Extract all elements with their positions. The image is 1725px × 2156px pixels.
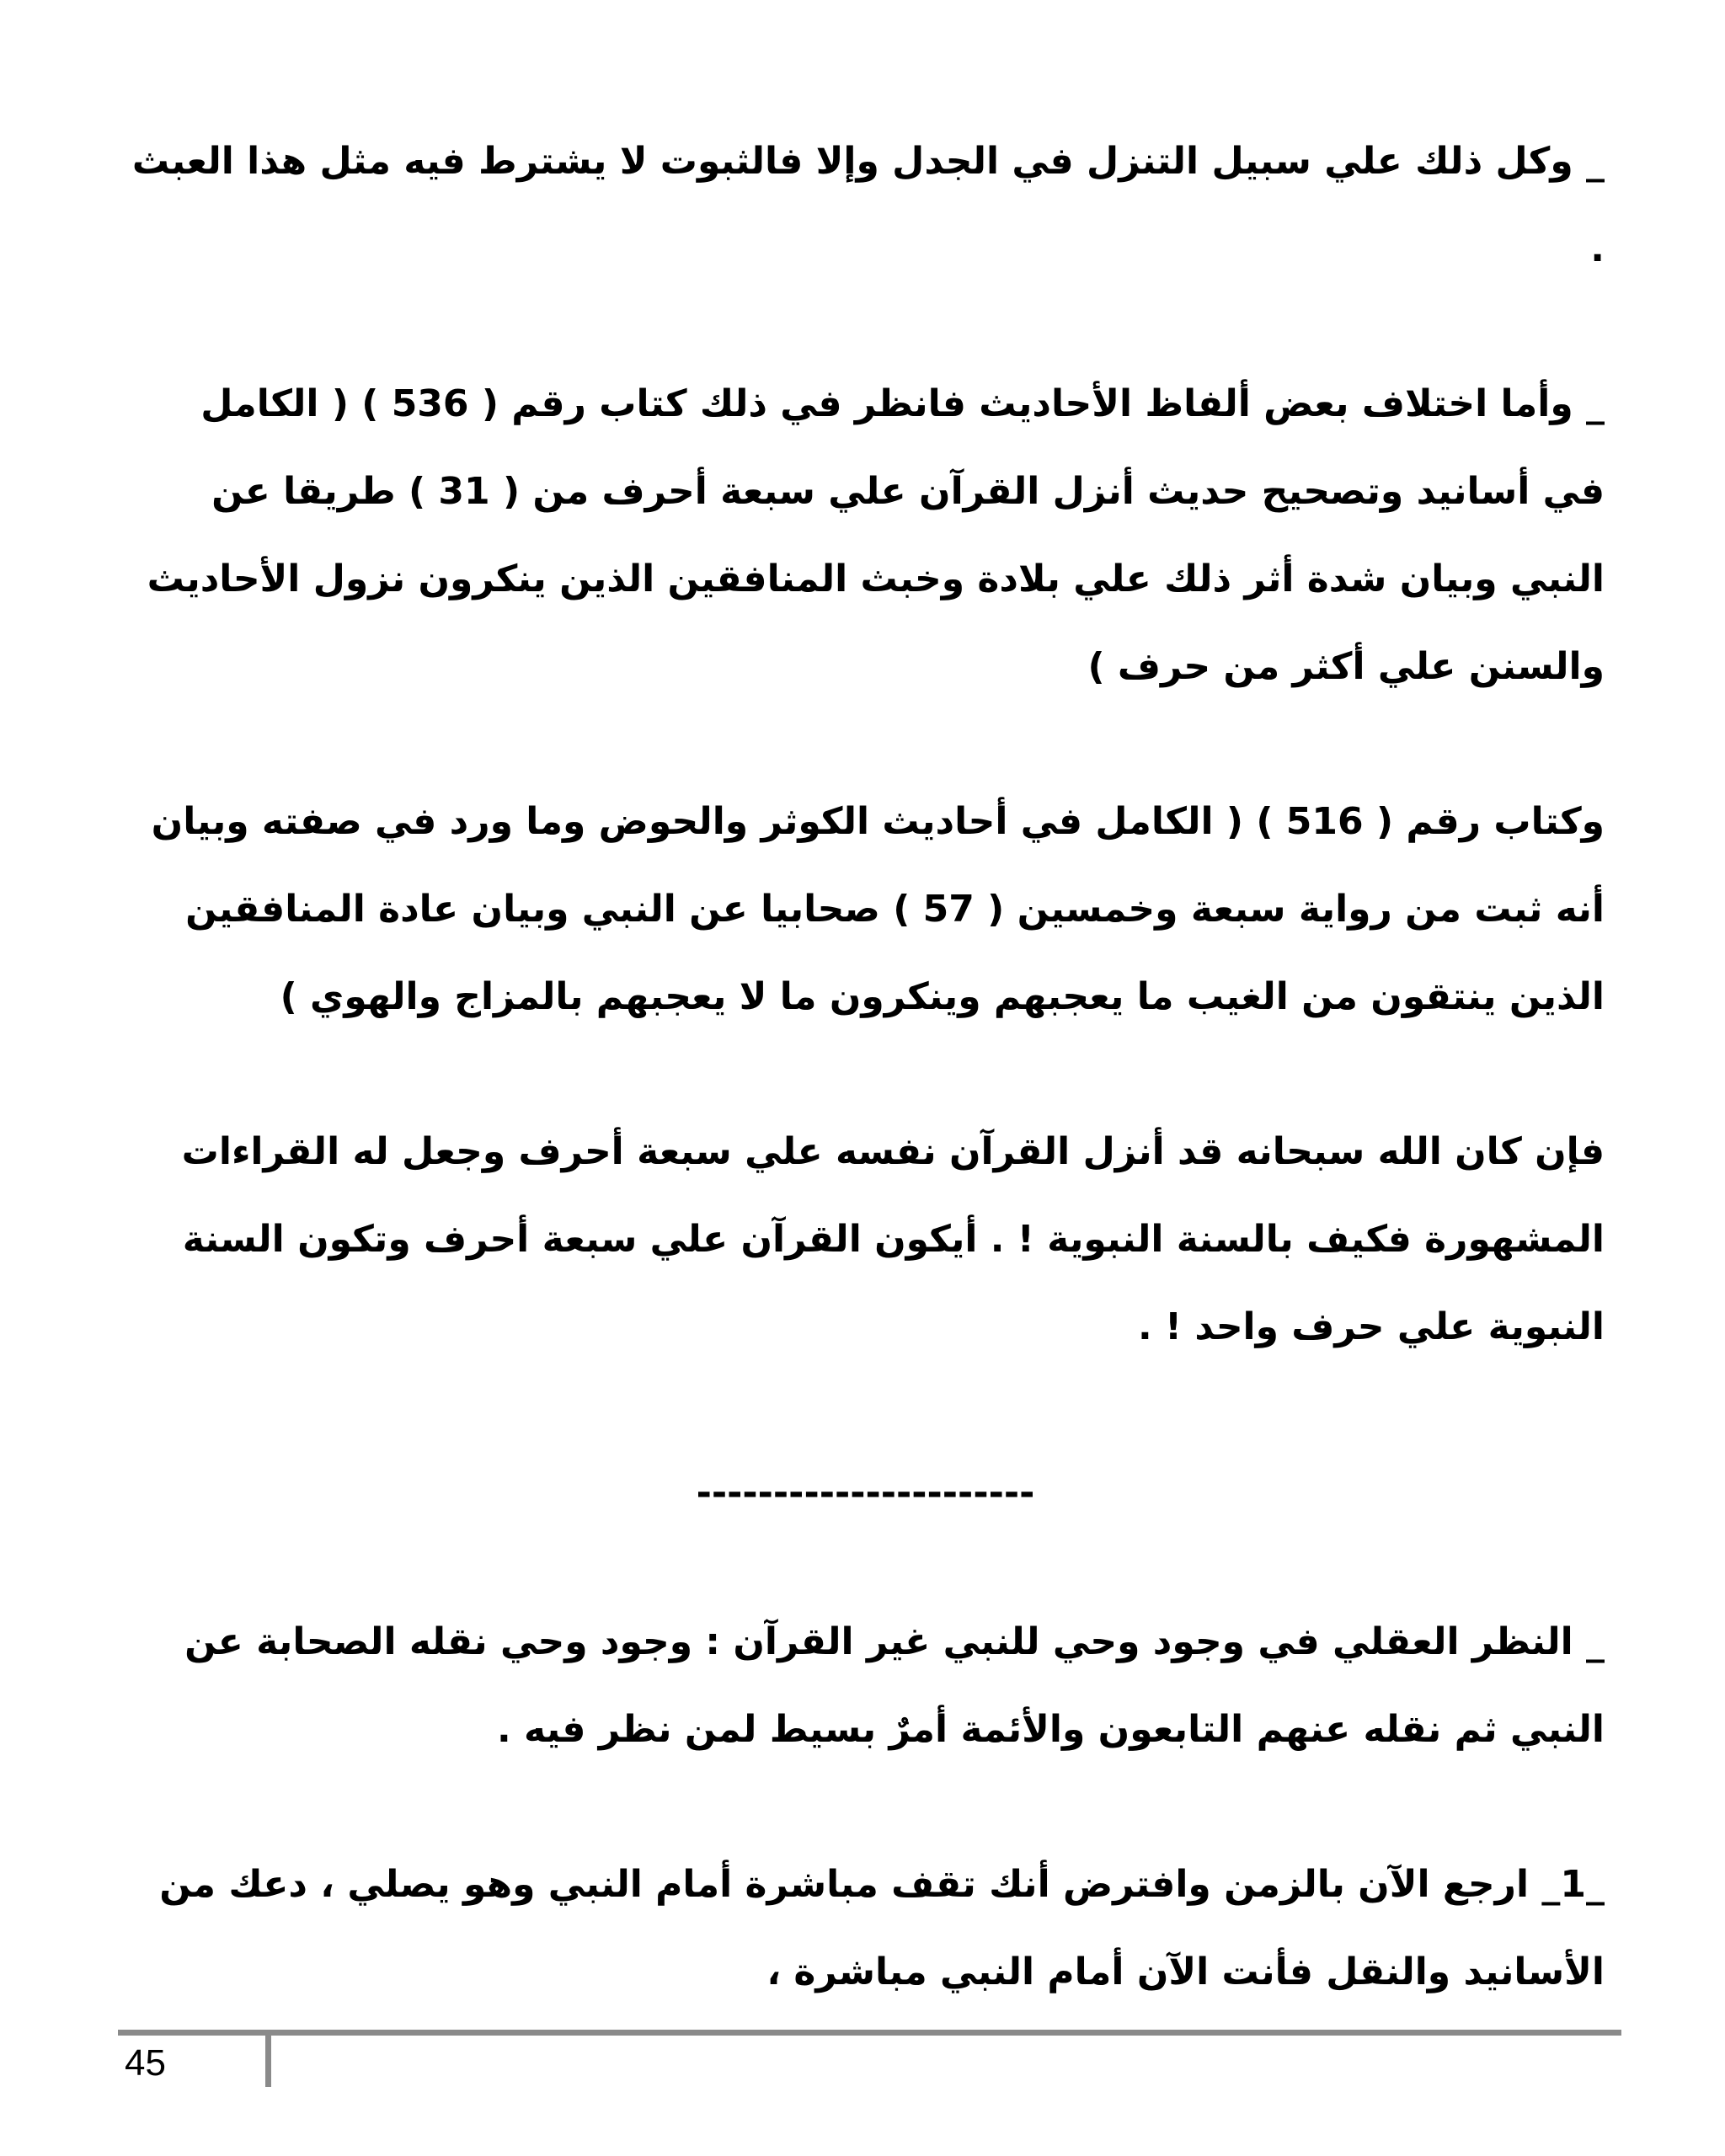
page-number: 45 (125, 2042, 166, 2084)
footer-rule (118, 2030, 1621, 2036)
paragraph-5: _ النظر العقلي في وجود وحي للنبي غير القرآن : وجود وحي نقله الصحابة عن النبي ثم نقله عنهم التابعون والأئمة أمرٌ بسيط لمن نظر فيه . (184, 1620, 1605, 1751)
paragraph-6: _1_ ارجع الآن بالزمن وافترض أنك تقف مباشرة أمام النبي وهو يصلي ، دعك من الأسانيد والنقل فأنت الآن أمام النبي مباشرة ، (159, 1863, 1605, 1993)
paragraph-3: وكتاب رقم ( 516 ) ( الكامل في أحاديث الكوثر والحوض وما ورد في صفته وبيان أنه ثبت من رواية سبعة وخمسين ( 57 ) صحابيا عن النبي وبيان عادة المنافقين الذين ينتقون من الغيب ما يعجبهم وينكرون ما لا يعجبهم بالمزاج والهوي ) (151, 800, 1605, 1018)
paragraph-4: فإن كان الله سبحانه قد أنزل القرآن نفسه علي سبعة أحرف وجعل له القراءات المشهورة فكيف بالسنة النبوية ! . أيكون القرآن علي سبعة أحرف وتكون السنة النبوية علي حرف واحد ! . (181, 1130, 1605, 1348)
page-body (126, 118, 1605, 2016)
paragraph-2: _ وأما اختلاف بعض ألفاظ الأحاديث فانظر في ذلك كتاب رقم ( 536 ) ( الكامل في أسانيد وتصحيح حديث أنزل القرآن علي سبعة أحرف من ( 31 ) طريقا عن النبي وبيان شدة أثر ذلك علي بلادة وخبث المنافقين الذين ينكرون نزول الأحاديث والسنن علي أكثر من حرف ) (147, 382, 1605, 688)
paragraph-1: _ وكل ذلك علي سبيل التنزل في الجدل وإلا فالثبوت لا يشترط فيه مثل هذا العبث . (131, 140, 1605, 270)
section-separator: ---------------------- (696, 1471, 1035, 1514)
footer-divider-tick (265, 2030, 271, 2087)
